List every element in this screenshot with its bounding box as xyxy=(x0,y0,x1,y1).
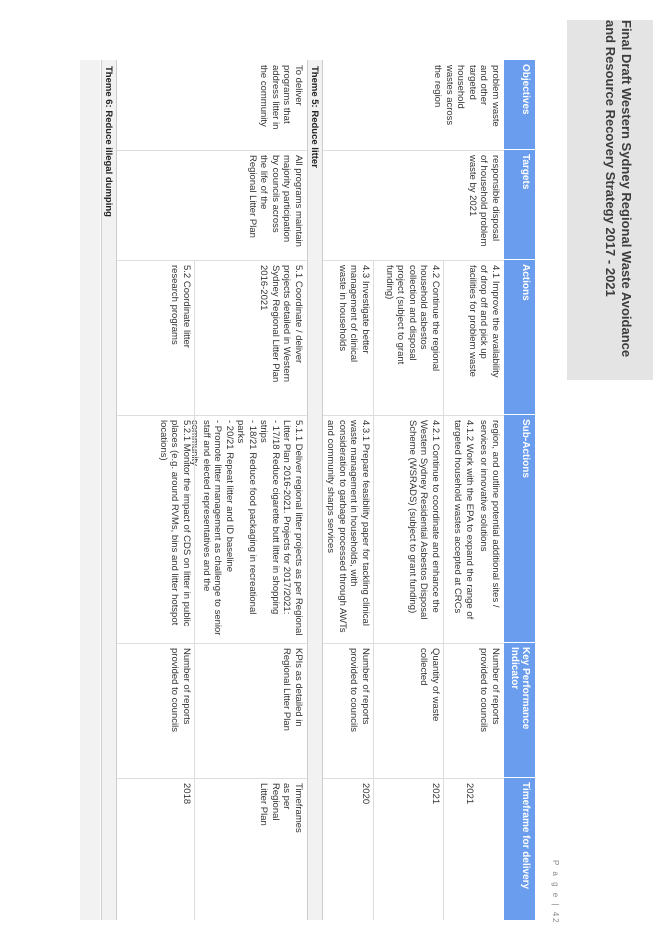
kpi-5-2-1: Number of reports provided to councils xyxy=(169,648,192,732)
grid-line xyxy=(117,415,307,416)
header-targets: Targets xyxy=(504,150,535,260)
kpi-5-1-1: KPIs as detailed in Regional Litter Plan xyxy=(281,648,304,731)
document-title xyxy=(578,20,642,380)
grid-line xyxy=(323,778,504,779)
theme-6-row: Theme 6: Reduce illegal dumping xyxy=(101,60,117,920)
action-4-3: 4.3 Investigate better management of clinical waste in households xyxy=(337,265,371,363)
table-bottom-spacer xyxy=(80,60,100,920)
grid-line xyxy=(323,260,504,261)
table-header-row xyxy=(504,60,535,920)
sub-action-5-2-1: 5.2.1 Monitor the impact of CDS on litter in public places (e.g. around RVMs, bins and litter hotspot locations) xyxy=(158,420,192,627)
timeframe-5-1-1: Timeframes as per Regional Litter Plan xyxy=(258,783,304,833)
target-litter: All programs maintain majority participation by councils across the life of the Regional Litter Plan xyxy=(247,155,304,247)
action-5-2: 5.2 Coordinate litter research programs xyxy=(169,265,192,348)
sub-action-4-3-1: 4.3.1 Prepare feasibility paper for tackling clinical waste management in households, with consideration to garbage processed through AWTs and community sharps services xyxy=(325,420,371,633)
target-problem-waste: responsible disposal of household problem waste by 2021 xyxy=(467,155,501,247)
grid-line xyxy=(117,260,307,261)
action-5-1: 5.1 Coordinate / deliver projects detailed in Western Sydney Regional Litter Plan 2016-2021 xyxy=(258,265,304,383)
grid-line xyxy=(323,415,504,416)
objective-problem-waste: problem waste and other targeted household wastes across the region xyxy=(432,65,501,127)
action-4-1: 4.1 Improve the availability of drop off and pick up facilities for problem waste xyxy=(467,265,501,378)
document-header-tab xyxy=(567,20,653,380)
sub-action-4-2-1: 4.2.1 Continue to coordinate and enhance the Western Sydney Residential Asbestos Disposal Scheme (WSRADS) (subject to grant funding) xyxy=(407,420,441,620)
strategy-table xyxy=(80,60,535,920)
document-title-line1: Final Draft Western Sydney Regional Waste Avoidance xyxy=(619,20,634,358)
header-sub-actions: Sub-Actions xyxy=(504,415,535,643)
kpi-4-2-1: Quantity of waste collected xyxy=(418,648,441,722)
timeframe-4-2-1: 2021 xyxy=(430,783,441,805)
grid-line xyxy=(323,150,504,151)
grid-line xyxy=(323,643,504,644)
header-actions: Actions xyxy=(504,260,535,415)
grid-line xyxy=(117,778,307,779)
timeframe-4-3-1: 2020 xyxy=(360,783,371,805)
kpi-4-3-1: Number of reports provided to councils xyxy=(348,648,371,732)
theme-5-row: Theme 5: Reduce litter xyxy=(307,60,323,920)
header-objectives: Objectives xyxy=(504,60,535,150)
page-number: P a g e | 42 xyxy=(551,860,560,925)
kpi-4-1-cont: Number of reports provided to councils xyxy=(478,648,501,732)
sub-action-4-1-cont: region, and outline potential additional sites / services or innovative solutions xyxy=(478,420,501,608)
header-timeframe: Timeframe for delivery xyxy=(520,782,531,890)
grid-line xyxy=(117,643,307,644)
objective-litter: To deliver programs that address litter in the community xyxy=(258,65,304,130)
timeframe-5-2-1: 2018 xyxy=(181,783,192,805)
grid-line xyxy=(117,150,307,151)
sub-action-4-1-2: 4.1.2 Work with the EPA to expand the range of targeted household wastes accepted at CRCs xyxy=(452,420,475,620)
header-kpi: Key Performance Indicator xyxy=(504,643,535,778)
grid-line xyxy=(194,260,195,920)
document-title-line2: and Resource Recovery Strategy 2017 - 2021 xyxy=(603,20,618,297)
grid-line xyxy=(443,260,444,920)
grid-line xyxy=(373,260,374,920)
sub-action-5-1-1: 5.1.1 Deliver regional litter projects as per Regional Litter Plan 2016-2021. Projects for 2017/2021: - 17/18 Reduce cigarette butt litter in shopping strips - 18/21 Reduce food packaging in recreational parks - 20/21 Repeat litter and ID baseline - Promote litter management as challenge to senior staff and elected representatives and the community xyxy=(189,420,304,636)
timeframe-4-1-2: 2021 xyxy=(464,783,475,805)
action-4-2: 4.2 Continue the regional household asbestos collection and disposal project (subject to grant funding) xyxy=(384,265,441,372)
